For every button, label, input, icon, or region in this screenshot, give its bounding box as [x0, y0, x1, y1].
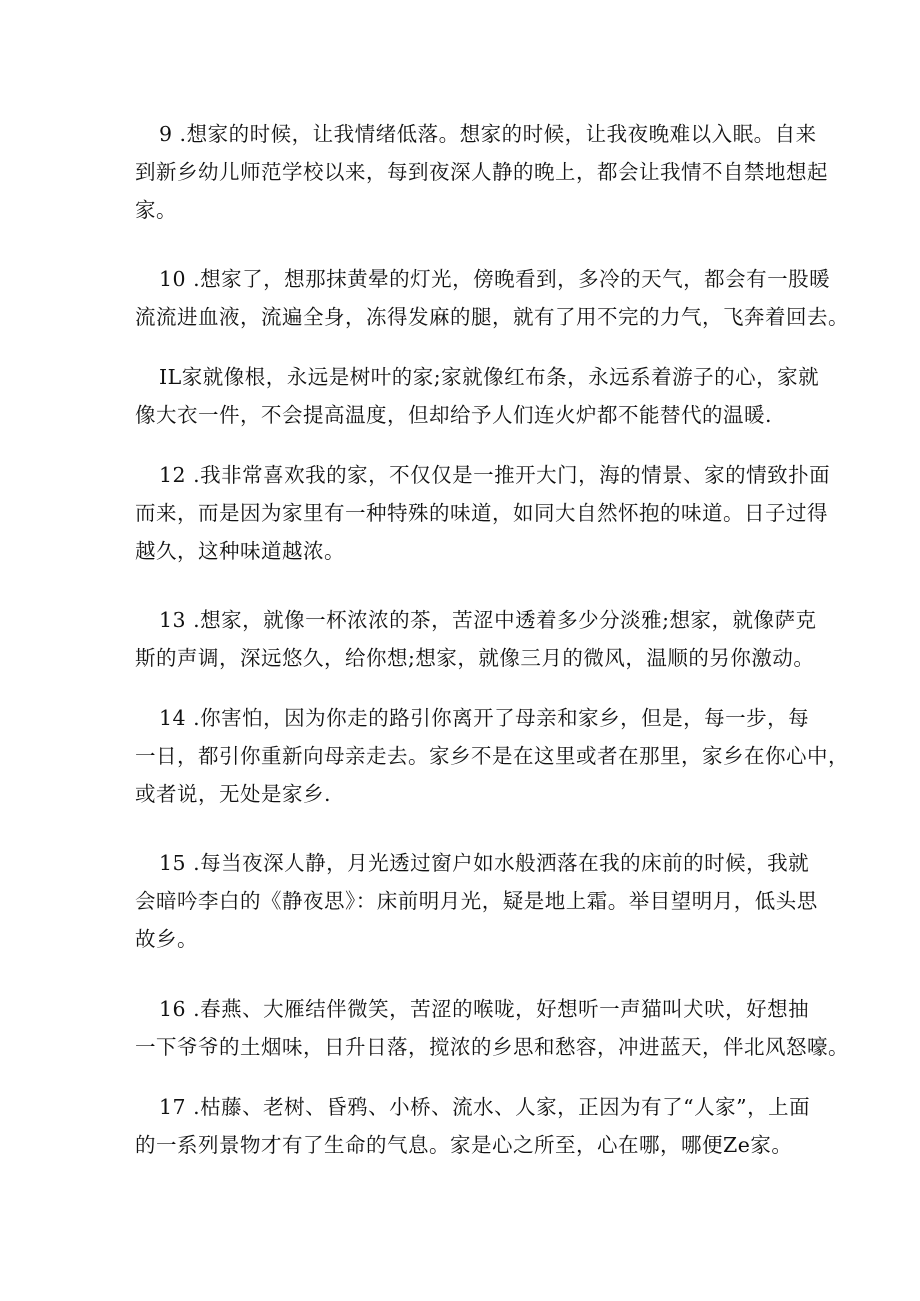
paragraph-line: 15 .每当夜深人静，月光透过窗户如水般洒落在我的床前的时候，我就	[159, 851, 810, 875]
paragraph-line: 9 .想家的时候，让我情绪低落。想家的时候，让我夜晚难以入眠。自来	[159, 122, 817, 146]
paragraph-line: 的一系列景物才有了生命的气息。家是心之所至，心在哪，哪便Ze家。	[135, 1133, 793, 1157]
paragraph-line: 13 .想家，就像一杯浓浓的茶，苦涩中透着多少分淡雅;想家，就像萨克	[159, 608, 817, 632]
paragraph-line: 一日，都引你重新向母亲走去。家乡不是在这里或者在那里，家乡在你心中，	[135, 744, 849, 768]
paragraph-16	[135, 990, 849, 1066]
paragraph-11	[135, 358, 820, 434]
paragraph-line: 到新乡幼儿师范学校以来，每到夜深人静的晚上，都会让我情不自禁地想起	[135, 160, 828, 184]
paragraph-14	[135, 699, 849, 813]
paragraph-line: 14 .你害怕，因为你走的路引你离开了母亲和家乡，但是，每一步，每	[159, 706, 810, 730]
paragraph-line: 10 .想家了，想那抹黄晕的灯光，傍晚看到，多冷的天气，都会有一股暖	[159, 267, 831, 291]
paragraph-10	[135, 260, 849, 336]
paragraph-line: 流流进血液，流遍全身，冻得发麻的腿，就有了用不完的力气，飞奔着回去。	[135, 305, 849, 329]
paragraph-line: 故乡。	[135, 927, 198, 951]
paragraph-line: 或者说，无处是家乡.	[135, 782, 332, 806]
paragraph-13	[135, 601, 817, 677]
paragraph-line: 越久，这种味道越浓。	[135, 539, 345, 563]
paragraph-12	[135, 456, 831, 570]
paragraph-9	[135, 115, 828, 229]
paragraph-line: 一下爷爷的土烟味，日升日落，搅浓的乡思和愁容，冲进蓝天，伴北风怒嚎。	[135, 1035, 849, 1059]
paragraph-line: IL家就像根，永远是树叶的家;家就像红布条，永远系着游子的心，家就	[159, 365, 820, 389]
paragraph-line: 斯的声调，深远悠久，给你想;想家，就像三月的微风，温顺的另你激动。	[135, 646, 815, 670]
paragraph-line: 16 .春燕、大雁结伴微笑，苦涩的喉咙，好想听一声猫叫犬吠，好想抽	[159, 997, 810, 1021]
paragraph-line: 像大衣一件，不会提高温度，但却给予人们连火炉都不能替代的温暖.	[135, 403, 773, 427]
paragraph-17	[135, 1088, 811, 1164]
paragraph-15	[135, 844, 818, 958]
paragraph-line: 12 .我非常喜欢我的家，不仅仅是一推开大门，海的情景、家的情致扑面	[159, 463, 831, 487]
paragraph-line: 家。	[135, 198, 177, 222]
paragraph-line: 会暗吟李白的《静夜思》：床前明月光，疑是地上霜。举目望明月，低头思	[135, 889, 818, 913]
paragraph-line: 17 .枯藤、老树、昏鸦、小桥、流水、人家，正因为有了“人家”，上面	[159, 1095, 811, 1119]
paragraph-line: 而来，而是因为家里有一种特殊的味道，如同大自然怀抱的味道。日子过得	[135, 501, 828, 525]
